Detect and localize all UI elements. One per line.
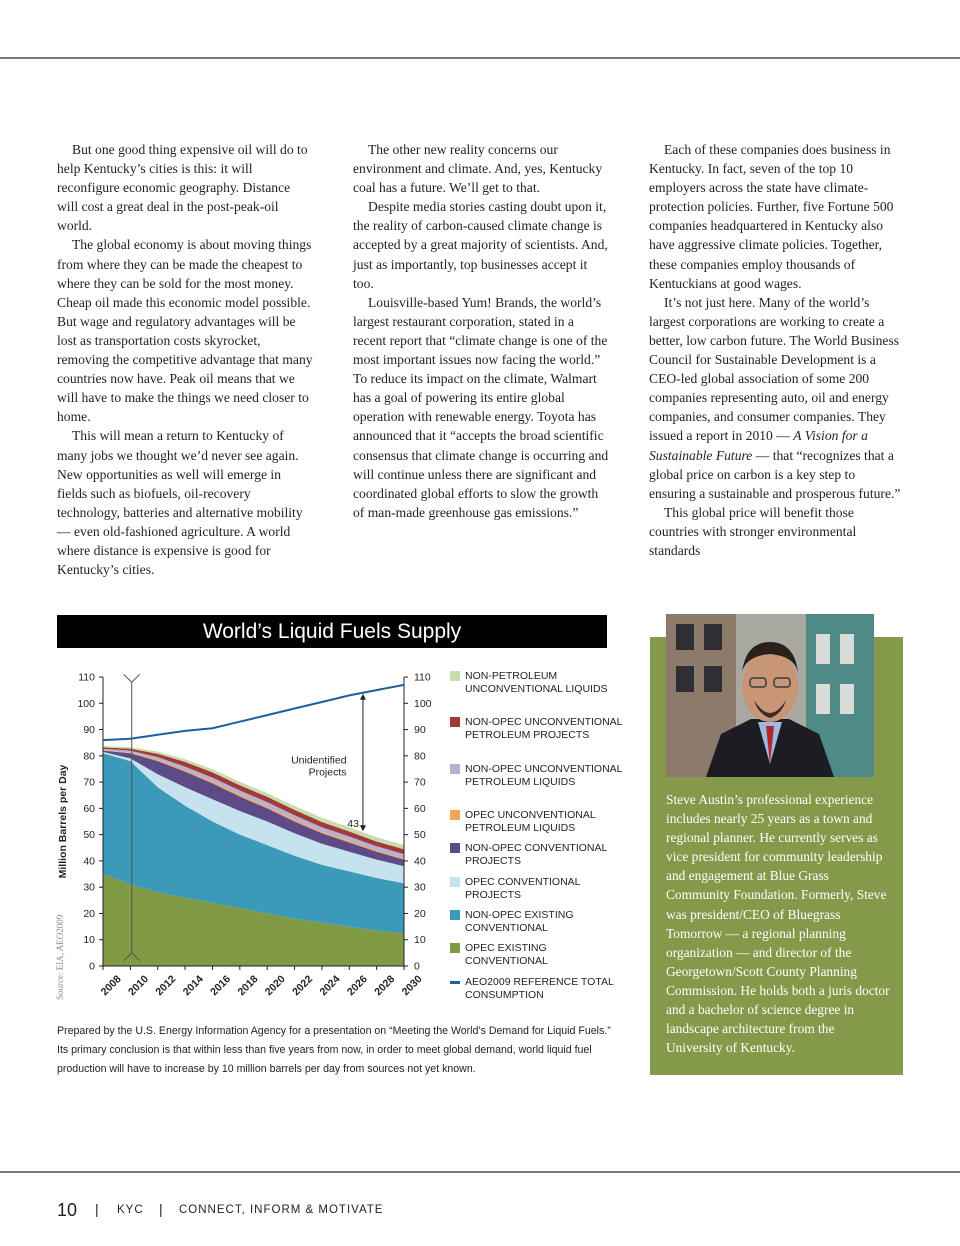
legend-label: NON-OPEC CONVENTIONAL PROJECTS (465, 842, 607, 867)
article-column-3 (649, 140, 905, 560)
legend-label: OPEC UNCONVENTIONAL PETROLEUM LIQUIDS (465, 809, 596, 834)
y-tick-label-right: 20 (414, 907, 426, 920)
y-tick-label-right: 110 (414, 671, 431, 684)
y-tick-label-right: 90 (414, 724, 426, 737)
y-tick-label: 20 (83, 907, 95, 920)
legend-swatch (450, 843, 460, 853)
top-rule (0, 57, 960, 59)
legend-item (450, 670, 625, 696)
y-tick-label-right: 10 (414, 934, 426, 947)
gap-arrow-head-up (360, 694, 366, 700)
portrait-image (666, 614, 874, 777)
x-tick-label: 2020 (262, 973, 288, 999)
article-column-1 (57, 140, 313, 579)
chart-caption: Prepared by the U.S. Energy Information Agency for a presentation on “Meeting the World’s Demand for Liquid Fuels.” Its primary conclusion is that within less than five years from now, in order to meet global demand, world liquid fuel production will have to increase by 10 million barrels per day from sources not yet known. (57, 1025, 611, 1075)
y-axis-label: Million Barrels per Day (57, 764, 69, 879)
legend-item (450, 763, 625, 789)
y-tick-label: 10 (83, 934, 95, 947)
consumption-line (103, 685, 404, 740)
x-tick-label: 2030 (399, 973, 425, 999)
y-tick-label-right: 30 (414, 881, 426, 894)
y-tick-label: 40 (83, 855, 95, 868)
legend-label: NON-OPEC EXISTING CONVENTIONAL (465, 909, 574, 934)
paragraph: This global price will benefit those countries with stronger environmental standards (649, 504, 857, 558)
author-bio: Steve Austin’s professional experience includes nearly 25 years as a town and regional planner. He currently serves as vice president for community leadership and engagement at Blue Grass Community Foundation. Formerly, Steve was president/CEO of Bluegrass Tomorrow — a regional planning organization — and director of the Georgetown/Scott County Planning Commission. He holds both a juris doctor and a bachelor of science degree in landscape architecture from the University of Kentucky. (666, 792, 890, 1056)
chart-title: World’s Liquid Fuels Supply (57, 615, 607, 648)
page-number: 10 (57, 1200, 78, 1220)
footer-separator: | (95, 1201, 99, 1217)
gap-arrow-head-down (360, 825, 366, 831)
footer-separator: | (159, 1201, 163, 1217)
x-tick-label: 2010 (125, 973, 152, 999)
y-tick-label: 110 (78, 671, 95, 684)
legend-swatch (450, 717, 460, 727)
x-tick-label: 2024 (317, 973, 343, 999)
paragraph: But one good thing expensive oil will do to help Kentucky’s cities is this: it will reconfigure economic geography. Distance will cost a great deal in the post-peak-oil world. (57, 142, 308, 234)
legend-swatch (450, 877, 460, 887)
legend-item (450, 876, 625, 902)
y-tick-label-right: 70 (414, 776, 426, 789)
author-photo (666, 614, 874, 777)
x-tick-label: 2014 (180, 973, 206, 999)
article-column-2 (353, 140, 609, 522)
legend-swatch (450, 810, 460, 820)
paragraph (649, 293, 905, 503)
y-tick-label: 80 (83, 750, 95, 763)
x-tick-label: 2016 (208, 973, 234, 999)
y-tick-label: 90 (83, 724, 95, 737)
liquid-fuels-chart (50, 660, 450, 1005)
legend-label: NON-OPEC UNCONVENTIONAL PETROLEUM PROJECTS (465, 716, 623, 741)
y-tick-label: 60 (83, 802, 95, 815)
x-tick-label: 2012 (153, 973, 179, 999)
y-tick-label-right: 40 (414, 855, 426, 868)
paragraph: This will mean a return to Kentucky of many jobs we thought we’d never see again. New opportunities as well will emerge in fields such as biofuels, oil-recovery technology, batteries and alternative mobility — even old-fashioned agriculture. A world where distance is expensive is good for Kentucky’s cities. (57, 428, 303, 578)
marker-cap-top (124, 674, 140, 682)
paragraph: Louisville-based Yum! Brands, the world’s largest restaurant corporation, stated in a recent report that “climate change is one of the most important issues now facing the world.” To reduce its impact on the climate, Walmart has a goal of powering its entire global operation with renewable energy. Toyota has announced that it “accepts the broad scientific consensus that climate change is occurring and will continue unless there are significant and coordinated global efforts to slow the growth of man-made greenhouse gas emissions.” (353, 294, 609, 520)
legend-item (450, 909, 625, 935)
legend-item (450, 809, 625, 835)
x-tick-label: 2022 (290, 973, 316, 999)
y-tick-label: 70 (83, 776, 95, 789)
x-tick-label: 2018 (235, 973, 261, 999)
bottom-rule (0, 1171, 960, 1173)
x-tick-label: 2028 (372, 973, 398, 999)
y-tick-label-right: 60 (414, 802, 426, 815)
legend-item (450, 942, 625, 968)
paragraph-text: — that “recognizes that a global price on carbon is a key step to ensuring a sustainable and prosperous future.” (649, 447, 901, 501)
paragraph: Despite media stories casting doubt upon it, the reality of carbon-caused climate change is accepted by a great majority of scientists. And, just as importantly, top businesses accept it too. (353, 199, 608, 291)
y-tick-label-right: 50 (414, 829, 426, 842)
publication-tagline: CONNECT, INFORM & MOTIVATE (179, 1204, 384, 1216)
legend-item (450, 842, 625, 868)
x-tick-label: 2026 (344, 973, 370, 999)
legend-label: AEO2009 REFERENCE TOTAL CONSUMPTION (465, 976, 614, 1001)
annotation-unidentified-projects: Unidentified Projects (291, 754, 347, 779)
legend-item (450, 976, 625, 1002)
legend-item (450, 716, 625, 742)
y-tick-label: 100 (77, 697, 95, 710)
legend-swatch (450, 981, 460, 984)
paragraph: Each of these companies does business in Kentucky. In fact, seven of the top 10 employers across the state have climate-protection policies. Further, five Fortune 500 companies headquartered in Kentucky also have aggressive climate policies. Together, these companies employ thousands of Kentuckians at good wages. (649, 142, 894, 291)
legend-swatch (450, 943, 460, 953)
legend-swatch (450, 764, 460, 774)
paragraph: The other new reality concerns our environment and climate. And, yes, Kentucky coal has a future. We’ll get to that. (353, 142, 603, 196)
y-tick-label-right: 100 (414, 697, 432, 710)
y-tick-label: 50 (83, 829, 95, 842)
legend-label: NON-OPEC UNCONVENTIONAL PETROLEUM LIQUIDS (465, 763, 623, 788)
y-tick-label: 30 (83, 881, 95, 894)
y-tick-label-right: 0 (414, 960, 420, 973)
annotation-gap-value: 43 (347, 817, 359, 830)
legend-swatch (450, 671, 460, 681)
y-tick-label-right: 80 (414, 750, 426, 763)
report-title: A Vision for a Sustainable Future (649, 428, 868, 463)
paragraph-text: It’s not just here. Many of the world’s largest corporations are working to create a better, low carbon future. The World Business Council for Sustainable Development is a CEO-led global association of some 200 companies representing auto, oil and energy companies, and consumer companies. They issued a report in 2010 — (649, 294, 900, 444)
legend-swatch (450, 910, 460, 920)
legend-label: OPEC CONVENTIONAL PROJECTS (465, 876, 581, 901)
x-tick-label: 2008 (98, 973, 124, 999)
source-note: Source: EIA, AEO2009 (55, 914, 65, 1000)
publication-name: KYC (117, 1204, 144, 1216)
y-tick-label: 0 (89, 960, 95, 973)
paragraph: The global economy is about moving things from where they can be made the cheapest to where they can be sold for the most money. Cheap oil made this economic model possible. But wage and regulatory advantages will be lost as transportation costs skyrocket, removing the competitive advantage that many countries now have. Peak oil means that we will have to make the things we need closer to home. (57, 237, 313, 425)
legend-label: OPEC EXISTING CONVENTIONAL (465, 942, 548, 967)
legend-label: NON-PETROLEUM UNCONVENTIONAL LIQUIDS (465, 670, 608, 695)
